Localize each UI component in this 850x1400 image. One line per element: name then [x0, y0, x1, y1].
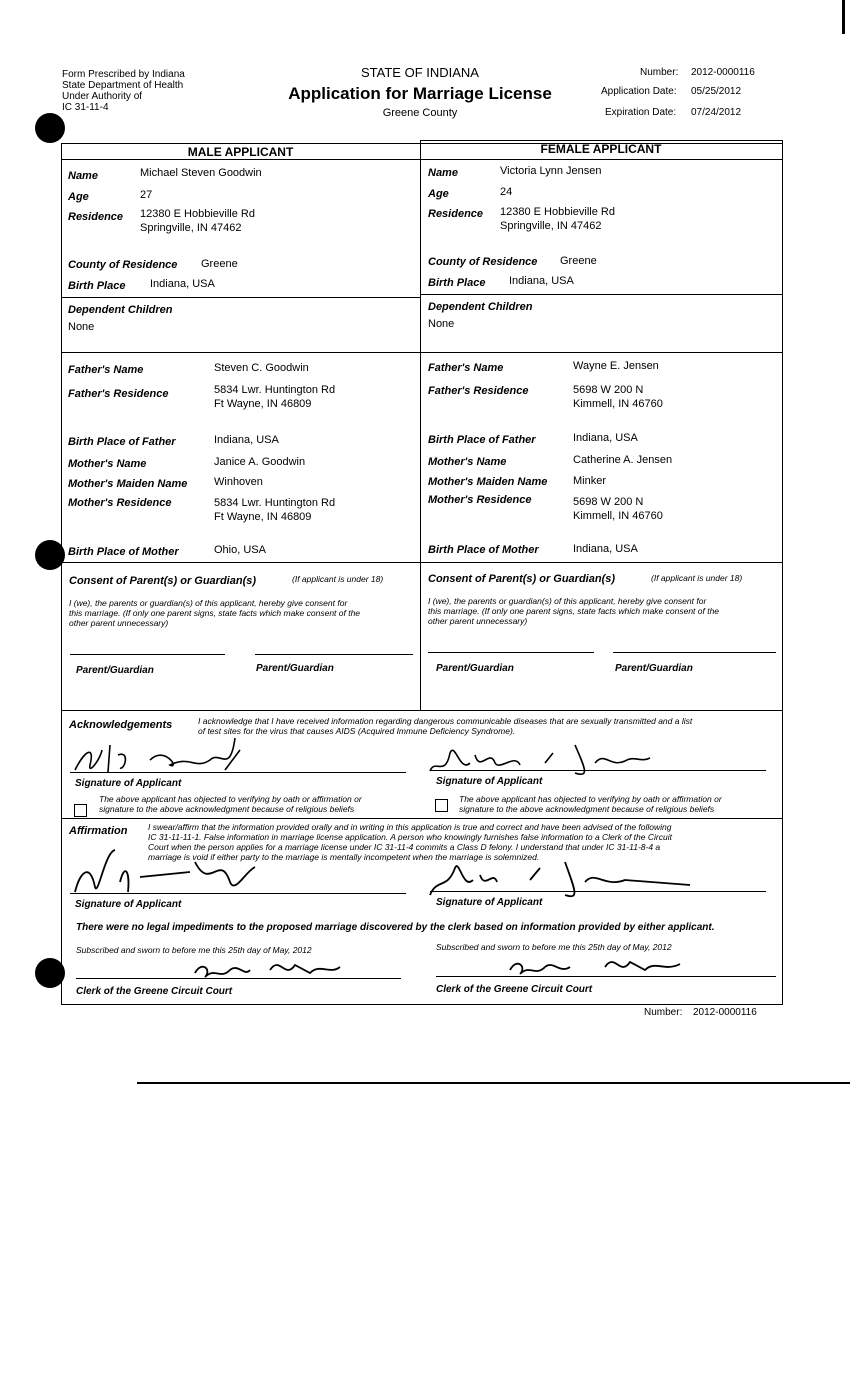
female-name-value: Victoria Lynn Jensen [500, 165, 602, 177]
male-consent-note: (If applicant is under 18) [292, 574, 384, 584]
county-heading: Greene County [382, 107, 458, 119]
male-father-residence-line1: 5834 Lwr. Huntington Rd [214, 384, 336, 396]
female-residence-line2: Springville, IN 47462 [500, 220, 602, 232]
female-subscribed-text: Subscribed and sworn to before me this 25th day of May, 2012 [436, 942, 672, 952]
parent-guardian-label: Parent/Guardian [615, 663, 693, 674]
female-residence-line1: 12380 E Hobbieville Rd [500, 206, 615, 218]
female-birth-place-value: Indiana, USA [509, 275, 574, 287]
male-county-label: County of Residence [68, 259, 178, 271]
form-line: Under Authority of [62, 91, 143, 102]
male-mother-residence-line2: Ft Wayne, IN 46809 [214, 511, 312, 523]
consent-line: this marriage. (If only one parent signs, state facts which make consent of the [69, 608, 361, 618]
male-consent-text [69, 598, 414, 628]
male-father-residence-label: Father's Residence [68, 388, 169, 400]
female-age-value: 24 [500, 186, 513, 198]
parent-signature-line [613, 652, 776, 653]
female-mother-residence-line1: 5698 W 200 N [573, 496, 644, 508]
male-objection-text [99, 794, 362, 814]
male-mother-birth-label: Birth Place of Mother [68, 546, 179, 558]
female-mother-birth-value: Indiana, USA [573, 543, 638, 555]
male-birth-place-value: Indiana, USA [150, 278, 215, 290]
affirmation-title: Affirmation [69, 825, 128, 837]
consent-line: other parent unnecessary) [69, 618, 169, 628]
female-clerk-label: Clerk of the Greene Circuit Court [436, 984, 593, 995]
male-age-value: 27 [140, 189, 153, 201]
female-name-label: Name [428, 167, 458, 179]
objection-line: signature to the above acknowledgment because of religious beliefs [99, 804, 355, 814]
footer-number-label: Number: [644, 1007, 683, 1018]
form-line: Form Prescribed by Indiana [62, 69, 185, 80]
female-mother-birth-label: Birth Place of Mother [428, 544, 539, 556]
male-mother-residence-label: Mother's Residence [68, 497, 172, 509]
female-father-birth-value: Indiana, USA [573, 432, 638, 444]
male-signature-line-ack [70, 772, 406, 773]
consent-line: other parent unnecessary) [428, 616, 528, 626]
application-date-value: 05/25/2012 [691, 86, 742, 97]
consent-line: I (we), the parents or guardian(s) of this applicant, hereby give consent for [428, 596, 707, 606]
male-consent-title: Consent of Parent(s) or Guardian(s) [69, 575, 257, 587]
male-father-name-value: Steven C. Goodwin [214, 362, 309, 374]
page-separator-line [137, 1082, 850, 1084]
ack-line: I acknowledge that I have received information regarding dangerous communicable diseases that are sexually transmitted and a list [198, 716, 693, 726]
female-signature-label-ack: Signature of Applicant [436, 776, 543, 787]
female-signature-line-affirmation [430, 891, 766, 892]
male-mother-maiden-value: Winhoven [214, 476, 263, 488]
male-mother-name-label: Mother's Name [68, 458, 147, 470]
male-age-label: Age [68, 191, 89, 203]
female-dependent-value: None [428, 318, 455, 330]
female-father-name-value: Wayne E. Jensen [573, 360, 659, 372]
female-mother-maiden-value: Minker [573, 475, 607, 487]
male-birth-place-label: Birth Place [68, 280, 126, 292]
female-consent-title: Consent of Parent(s) or Guardian(s) [428, 573, 616, 585]
affirmation-line: Court when the person applies for a marriage license under IC 31-11-4 commits a Class D felony. I understand that under IC 31-11-8-4 a [148, 842, 661, 852]
objection-line: signature to the above acknowledgment because of religious beliefs [459, 804, 715, 814]
expiration-date-label: Expiration Date: [605, 107, 677, 118]
female-residence-label: Residence [428, 208, 484, 220]
female-signature-line-ack [430, 770, 766, 771]
acknowledgements-title: Acknowledgements [69, 719, 173, 731]
male-clerk-signature [190, 945, 350, 985]
male-objection-checkbox[interactable] [74, 804, 87, 817]
male-father-birth-label: Birth Place of Father [68, 436, 176, 448]
male-signature-label-ack: Signature of Applicant [75, 778, 182, 789]
female-father-birth-label: Birth Place of Father [428, 434, 536, 446]
male-mother-name-value: Janice A. Goodwin [214, 456, 306, 468]
male-clerk-line [76, 978, 401, 979]
female-mother-name-label: Mother's Name [428, 456, 507, 468]
female-mother-maiden-label: Mother's Maiden Name [428, 476, 548, 488]
expiration-date-value: 07/24/2012 [691, 107, 742, 118]
affirmation-line: marriage is void if either party to the marriage is mentally incompetent when the marriage is solemnized. [148, 852, 540, 862]
parent-guardian-label: Parent/Guardian [436, 663, 514, 674]
male-signature-label-affirmation: Signature of Applicant [75, 899, 182, 910]
consent-line: this marriage. (If only one parent signs, state facts which make consent of the [428, 606, 720, 616]
female-mother-residence-label: Mother's Residence [428, 494, 532, 506]
male-mother-maiden-label: Mother's Maiden Name [68, 478, 188, 490]
male-residence-line2: Springville, IN 47462 [140, 222, 242, 234]
state-heading: STATE OF INDIANA [361, 65, 479, 80]
female-consent-text [428, 596, 778, 626]
male-subscribed-text: Subscribed and sworn to before me this 25th day of May, 2012 [76, 945, 312, 955]
no-impediments-statement: There were no legal impediments to the proposed marriage discovered by the clerk based on information provided by either applicant. [76, 922, 715, 933]
affirmation-line: I swear/affirm that the information provided orally and in writing in this application is true and correct and have been advised of the following [148, 822, 672, 832]
male-name-label: Name [68, 170, 98, 182]
male-signature-line-affirmation [70, 893, 406, 894]
male-father-residence-line2: Ft Wayne, IN 46809 [214, 398, 312, 410]
parent-signature-line [255, 654, 413, 655]
objection-line: The above applicant has objected to verifying by oath or affirmation or [99, 794, 362, 804]
male-dependent-value: None [68, 321, 95, 333]
consent-line: I (we), the parents or guardian(s) of this applicant, hereby give consent for [69, 598, 348, 608]
page-title: Application for Marriage License [288, 84, 552, 103]
female-consent-note: (If applicant is under 18) [651, 573, 743, 583]
female-objection-text [459, 794, 722, 814]
ack-line: of test sites for the virus that causes AIDS (Acquired Immune Deficiency Syndrome). [198, 726, 516, 736]
male-clerk-label: Clerk of the Greene Circuit Court [76, 986, 233, 997]
form-line: IC 31-11-4 [62, 102, 109, 113]
female-clerk-line [436, 976, 776, 977]
male-county-value: Greene [201, 258, 238, 270]
female-county-label: County of Residence [428, 256, 538, 268]
male-mother-residence-line1: 5834 Lwr. Huntington Rd [214, 497, 336, 509]
female-birth-place-label: Birth Place [428, 277, 486, 289]
female-county-value: Greene [560, 255, 597, 267]
scan-edge-mark [842, 0, 845, 34]
male-dependent-label: Dependent Children [68, 304, 173, 316]
female-applicant-heading: FEMALE APPLICANT [540, 142, 662, 156]
objection-line: The above applicant has objected to verifying by oath or affirmation or [459, 794, 722, 804]
parent-guardian-label: Parent/Guardian [76, 665, 154, 676]
female-age-label: Age [428, 188, 449, 200]
male-name-value: Michael Steven Goodwin [140, 167, 262, 179]
male-residence-line1: 12380 E Hobbieville Rd [140, 208, 255, 220]
male-applicant-heading: MALE APPLICANT [187, 145, 294, 159]
male-father-name-label: Father's Name [68, 364, 144, 376]
female-father-name-label: Father's Name [428, 362, 504, 374]
parent-guardian-label: Parent/Guardian [256, 663, 334, 674]
female-father-residence-line1: 5698 W 200 N [573, 384, 644, 396]
female-signature-label-affirmation: Signature of Applicant [436, 897, 543, 908]
female-dependent-label: Dependent Children [428, 301, 533, 313]
form-line: State Department of Health [62, 80, 184, 91]
male-residence-label: Residence [68, 211, 124, 223]
number-label: Number: [640, 67, 679, 78]
female-father-residence-line2: Kimmell, IN 46760 [573, 398, 663, 410]
female-mother-residence-line2: Kimmell, IN 46760 [573, 510, 663, 522]
number-value: 2012-0000116 [691, 67, 755, 78]
application-date-label: Application Date: [601, 86, 677, 97]
female-mother-name-value: Catherine A. Jensen [573, 454, 673, 466]
affirmation-line: IC 31-11-11-1. False information in marriage license application. A person who knowingly furnishes false information to a Clerk of the Circuit [148, 832, 672, 842]
female-father-residence-label: Father's Residence [428, 385, 529, 397]
female-objection-checkbox[interactable] [435, 799, 448, 812]
male-mother-birth-value: Ohio, USA [214, 544, 266, 556]
parent-signature-line [428, 652, 594, 653]
footer-number-value: 2012-0000116 [693, 1007, 757, 1018]
male-father-birth-value: Indiana, USA [214, 434, 279, 446]
parent-signature-line [70, 654, 225, 655]
